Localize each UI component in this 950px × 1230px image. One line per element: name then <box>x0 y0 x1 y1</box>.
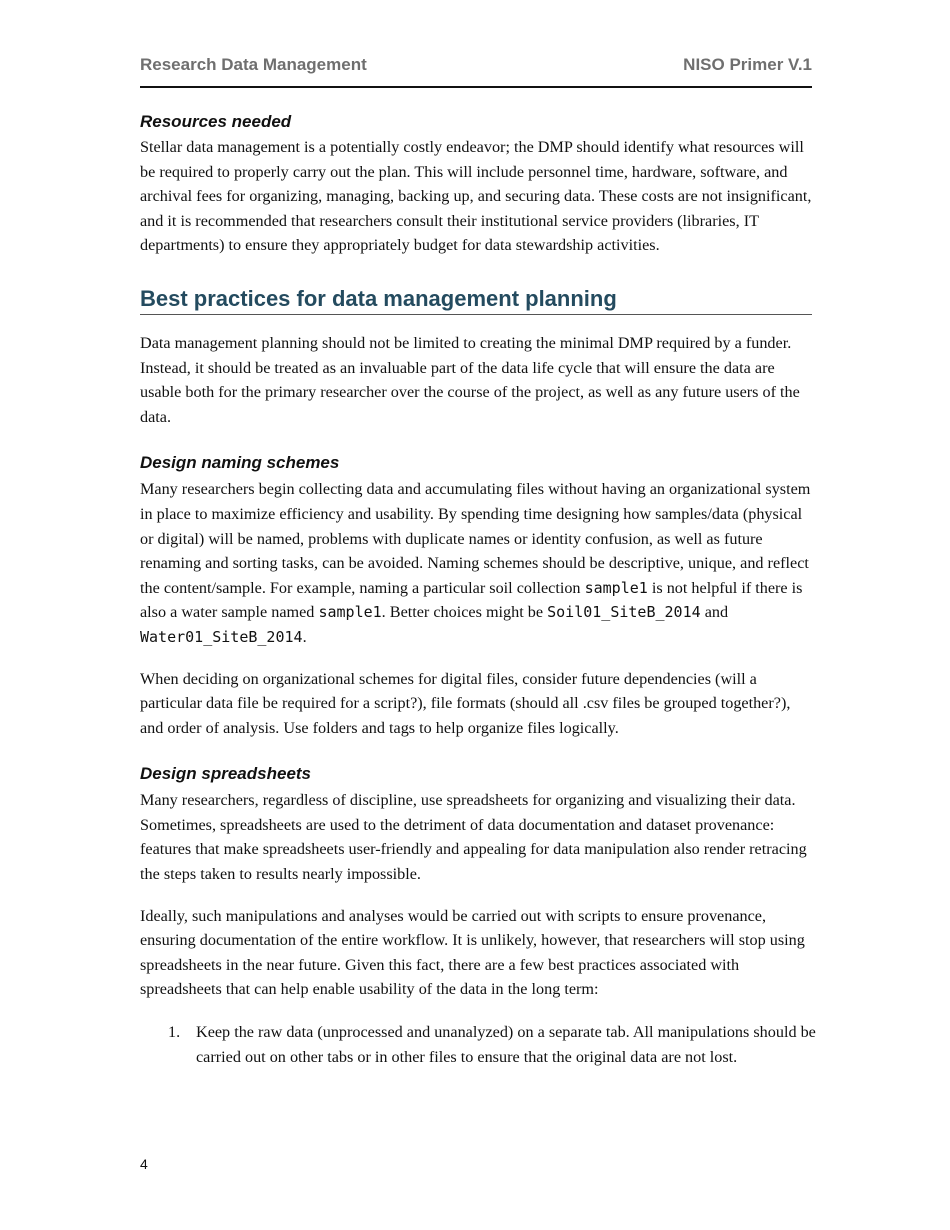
resources-paragraph: Stellar data management is a potentially costly endeavor; the DMP should identify what resources will be required to properly carry out the plan. This will include personnel time, hardware, software, and archival fees for organizing, managing, backing up, and securing data. These costs are not insignificant, and it is recommended that researchers consult their institutional service providers (libraries, IT departments) to ensure they appropriately budget for data stewardship activities. <box>140 138 812 255</box>
header-document-id: NISO Primer V.1 <box>683 55 812 74</box>
list-item <box>140 1020 830 1069</box>
spreadsheet-practices-list <box>140 1020 830 1069</box>
heading-design-naming-schemes: Design naming schemes <box>140 453 340 473</box>
running-header <box>140 55 812 88</box>
header-title: Research Data Management <box>140 55 367 74</box>
code-sample-name-soil: sample1 <box>584 578 648 597</box>
code-water-filename: Water01_SiteB_2014 <box>140 627 303 646</box>
code-sample-name-water: sample1 <box>318 603 382 622</box>
list-item-number: 1. <box>168 1023 181 1042</box>
spreadsheets-paragraph-2: Ideally, such manipulations and analyses would be carried out with scripts to ensure provenance, ensuring documentation of the entire workflow. It is unlikely, however, that researchers will stop using spreadsheets in the near future. Given this fact, there are a few best practices associated with spreadsheets that can help enable usability of the data in the long term: <box>140 906 805 999</box>
page-number: 4 <box>140 1156 148 1172</box>
naming-paragraph-1: Many researchers begin collecting data and accumulating files without having an organizational system in place to maximize efficiency and usability. By spending time designing how samples/data (physical or digital) will be named, problems with duplicate names or identity confusion, as well as future renaming and sorting tasks, can be avoided. Naming schemes should be descriptive, unique, and reflect the content/sample. For example, naming a particular soil collection sample1 is not helpful if there is also a water sample named sample1. Better choices might be Soil01_SiteB_2014 and Water01_SiteB_2014. <box>140 480 811 646</box>
heading-resources-needed: Resources needed <box>140 112 292 131</box>
best-practices-paragraph: Data management planning should not be limited to creating the minimal DMP required by a funder. Instead, it should be treated as an invaluable part of the data life cycle that will ensure the data are usable both for the primary researcher over the course of the project, as well as any future users of the data. <box>140 333 800 426</box>
list-item-text: Keep the raw data (unprocessed and unanalyzed) on a separate tab. All manipulations should be carried out on other tabs or in other files to ensure that the original data are not lost. <box>196 1023 816 1066</box>
spreadsheets-paragraph-1: Many researchers, regardless of discipline, use spreadsheets for organizing and visualizing their data. Sometimes, spreadsheets are used to the detriment of data documentation and dataset provenance: features that make spreadsheets user-friendly and appealing for data manipulation also render retracing the steps taken to results nearly impossible. <box>140 791 807 884</box>
naming-paragraph-2: When deciding on organizational schemes for digital files, consider future dependencies (will a particular data file be required for a script?), file formats (should all .csv files be grouped together?), and order of analysis. Use folders and tags to help organize files logically. <box>140 669 791 737</box>
heading-best-practices: Best practices for data management planning <box>140 286 812 315</box>
heading-design-spreadsheets: Design spreadsheets <box>140 764 312 784</box>
code-soil-filename: Soil01_SiteB_2014 <box>547 603 701 622</box>
page-content <box>140 111 830 1069</box>
